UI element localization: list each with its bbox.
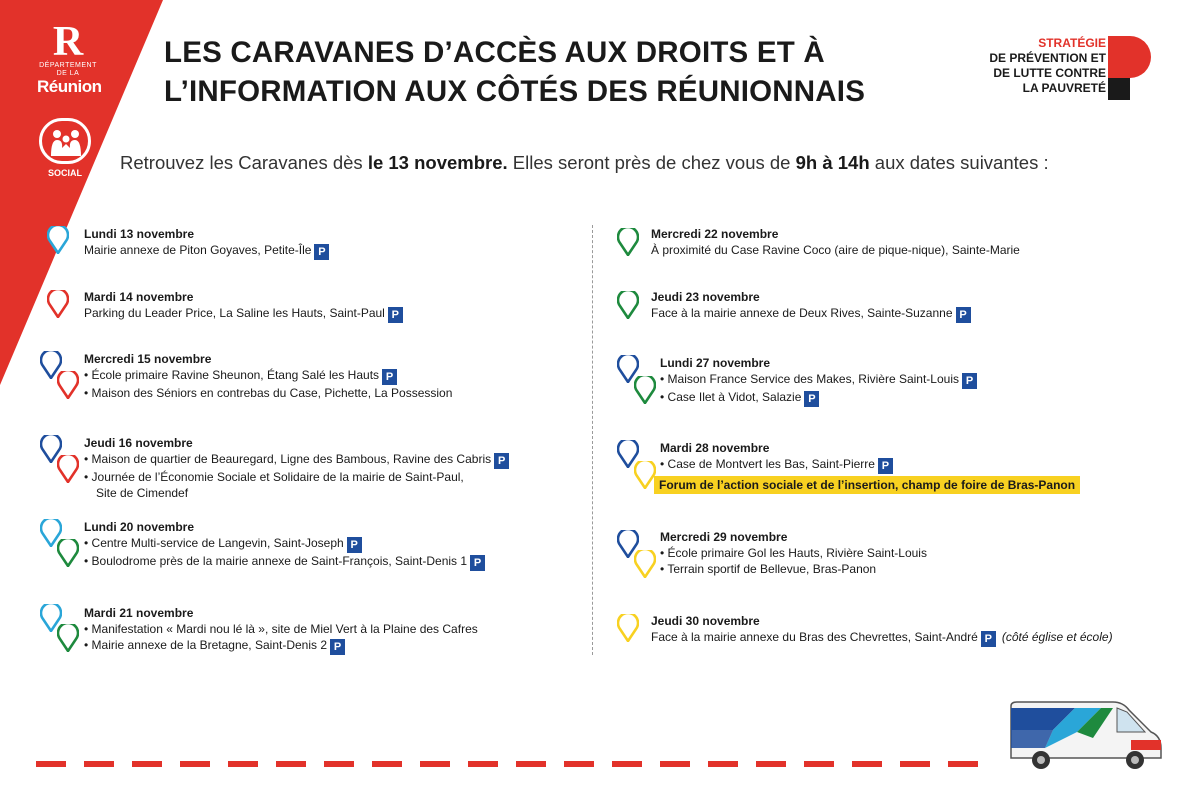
schedule-entry — [84, 289, 403, 323]
entry-date: Lundi 13 novembre — [84, 227, 195, 241]
intro-part-1: Retrouvez les Caravanes dès — [120, 152, 368, 173]
strategy-text — [989, 36, 1106, 96]
schedule-entry — [84, 519, 485, 571]
entry-location: • Journée de l’Économie Sociale et Solidaire de la mairie de Saint-Paul, — [84, 470, 464, 484]
schedule-entry — [651, 289, 971, 323]
entry-date: Mardi 28 novembre — [660, 441, 770, 455]
intro-hours: 9h à 14h — [795, 152, 870, 173]
intro-start-date: le 13 novembre. — [367, 152, 508, 173]
strategy-logo — [964, 36, 1164, 106]
entry-location: • École primaire Ravine Sheunon, Étang Salé les Hauts P — [84, 367, 452, 385]
schedule-entry — [651, 226, 1020, 258]
entry-date: Mercredi 22 novembre — [651, 227, 779, 241]
location-pin-icon — [47, 226, 69, 254]
caravan-van-icon — [1005, 700, 1165, 772]
location-pin-icon — [57, 624, 79, 652]
strategy-line-4: LA PAUVRETÉ — [1022, 81, 1106, 95]
entry-date: Jeudi 16 novembre — [84, 436, 193, 450]
red-dashed-road-line — [36, 761, 996, 767]
parking-icon: P — [494, 453, 509, 469]
title-line-1: LES CARAVANES D’ACCÈS AUX DROITS ET À — [164, 36, 825, 69]
entry-date: Jeudi 30 novembre — [651, 614, 760, 628]
parking-icon: P — [347, 537, 362, 553]
entry-location: • Manifestation « Mardi nou lé là », site de Miel Vert à la Plaine des Cafres — [84, 622, 478, 636]
location-pin-icon — [617, 614, 639, 642]
entry-location: • Maison France Service des Makes, Rivière Saint-Louis P — [660, 371, 977, 389]
entry-location: • Maison de quartier de Beauregard, Ligne des Bambous, Ravine des Cabris P — [84, 451, 509, 469]
location-pin-icon — [57, 539, 79, 567]
intro-text — [120, 152, 1180, 174]
departement-logo — [37, 19, 102, 96]
parking-icon: P — [314, 244, 329, 260]
parking-icon: P — [956, 307, 971, 323]
parking-icon: P — [962, 373, 977, 389]
entry-location: Face à la mairie annexe de Deux Rives, Sainte-Suzanne P — [651, 305, 971, 323]
schedule-entry — [660, 529, 927, 577]
schedule-entry — [660, 440, 1080, 494]
schedule-entry — [84, 226, 329, 260]
page-title — [164, 33, 954, 111]
parking-icon: P — [981, 631, 996, 647]
entry-location: • Mairie annexe de la Bretagne, Saint-Denis 2 P — [84, 637, 478, 655]
entry-date: Mardi 14 novembre — [84, 290, 194, 304]
entry-date: Lundi 27 novembre — [660, 356, 771, 370]
entry-date: Lundi 20 novembre — [84, 520, 195, 534]
entry-location: Parking du Leader Price, La Saline les Hauts, Saint-Paul P — [84, 305, 403, 323]
entry-location: • Terrain sportif de Bellevue, Bras-Panon — [660, 562, 877, 576]
department-name: Réunion — [37, 77, 102, 96]
entry-date: Mercredi 15 novembre — [84, 352, 212, 366]
p-logo-icon — [1108, 36, 1164, 100]
location-pin-icon — [57, 455, 79, 483]
social-logo — [38, 118, 92, 178]
social-label: SOCIAL — [47, 168, 82, 178]
intro-part-3: aux dates suivantes : — [869, 152, 1049, 173]
entry-location: • Maison des Séniors en contrebas du Case, Pichette, La Possession — [84, 386, 453, 400]
parking-icon: P — [804, 391, 819, 407]
parking-icon: P — [388, 307, 403, 323]
location-pin-icon — [47, 290, 69, 318]
parking-icon: P — [878, 458, 893, 474]
forum-highlight: Forum de l’action sociale et de l’insertion, champ de foire de Bras-Panon — [654, 476, 1080, 494]
entry-location: Mairie annexe de Piton Goyaves, Petite-Île P — [84, 242, 329, 260]
strategy-line-1: STRATÉGIE — [1038, 36, 1106, 50]
department-small-label: DÉPARTEMENT DE LA — [39, 62, 97, 77]
entry-location: • Case Ilet à Vidot, Salazie P — [660, 389, 977, 407]
entry-location: • École primaire Gol les Hauts, Rivière Saint-Louis — [660, 546, 927, 560]
entry-location: • Case de Montvert les Bas, Saint-Pierre P — [660, 456, 1080, 474]
entry-location: Site de Cimendef — [96, 486, 189, 500]
schedule-entry — [84, 605, 478, 655]
location-pin-icon — [617, 291, 639, 319]
parking-icon: P — [470, 555, 485, 571]
intro-part-2: Elles seront près de chez vous de — [507, 152, 796, 173]
location-pin-icon — [617, 228, 639, 256]
schedule-entry — [651, 613, 1113, 647]
entry-note: (côté église et école) — [1001, 630, 1113, 644]
schedule-entry — [84, 351, 452, 401]
strategy-line-3: DE LUTTE CONTRE — [993, 66, 1106, 80]
schedule-entry — [84, 435, 509, 501]
entry-location: Face à la mairie annexe du Bras des Chevrettes, Saint-André P (côté église et école) — [651, 630, 1113, 645]
schedule-entry — [660, 355, 977, 407]
entry-date: Mercredi 29 novembre — [660, 530, 788, 544]
location-pin-icon — [57, 371, 79, 399]
entry-location: • Boulodrome près de la mairie annexe de Saint-François, Saint-Denis 1 P — [84, 553, 485, 571]
location-pin-icon — [634, 550, 656, 578]
entry-location: • Centre Multi-service de Langevin, Saint-Joseph P — [84, 535, 485, 553]
location-pin-icon — [634, 461, 656, 489]
family-icon — [39, 118, 91, 164]
entry-location: À proximité du Case Ravine Coco (aire de pique-nique), Sainte-Marie — [651, 243, 1020, 257]
entry-date: Jeudi 23 novembre — [651, 290, 760, 304]
strategy-line-2: DE PRÉVENTION ET — [989, 51, 1106, 65]
parking-icon: P — [330, 639, 345, 655]
column-divider — [592, 225, 593, 655]
title-line-2: L’INFORMATION AUX CÔTÉS DES RÉUNIONNAIS — [164, 75, 866, 108]
parking-icon: P — [382, 369, 397, 385]
location-pin-icon — [634, 376, 656, 404]
entry-date: Mardi 21 novembre — [84, 606, 194, 620]
r-logo-icon: R — [52, 19, 84, 65]
